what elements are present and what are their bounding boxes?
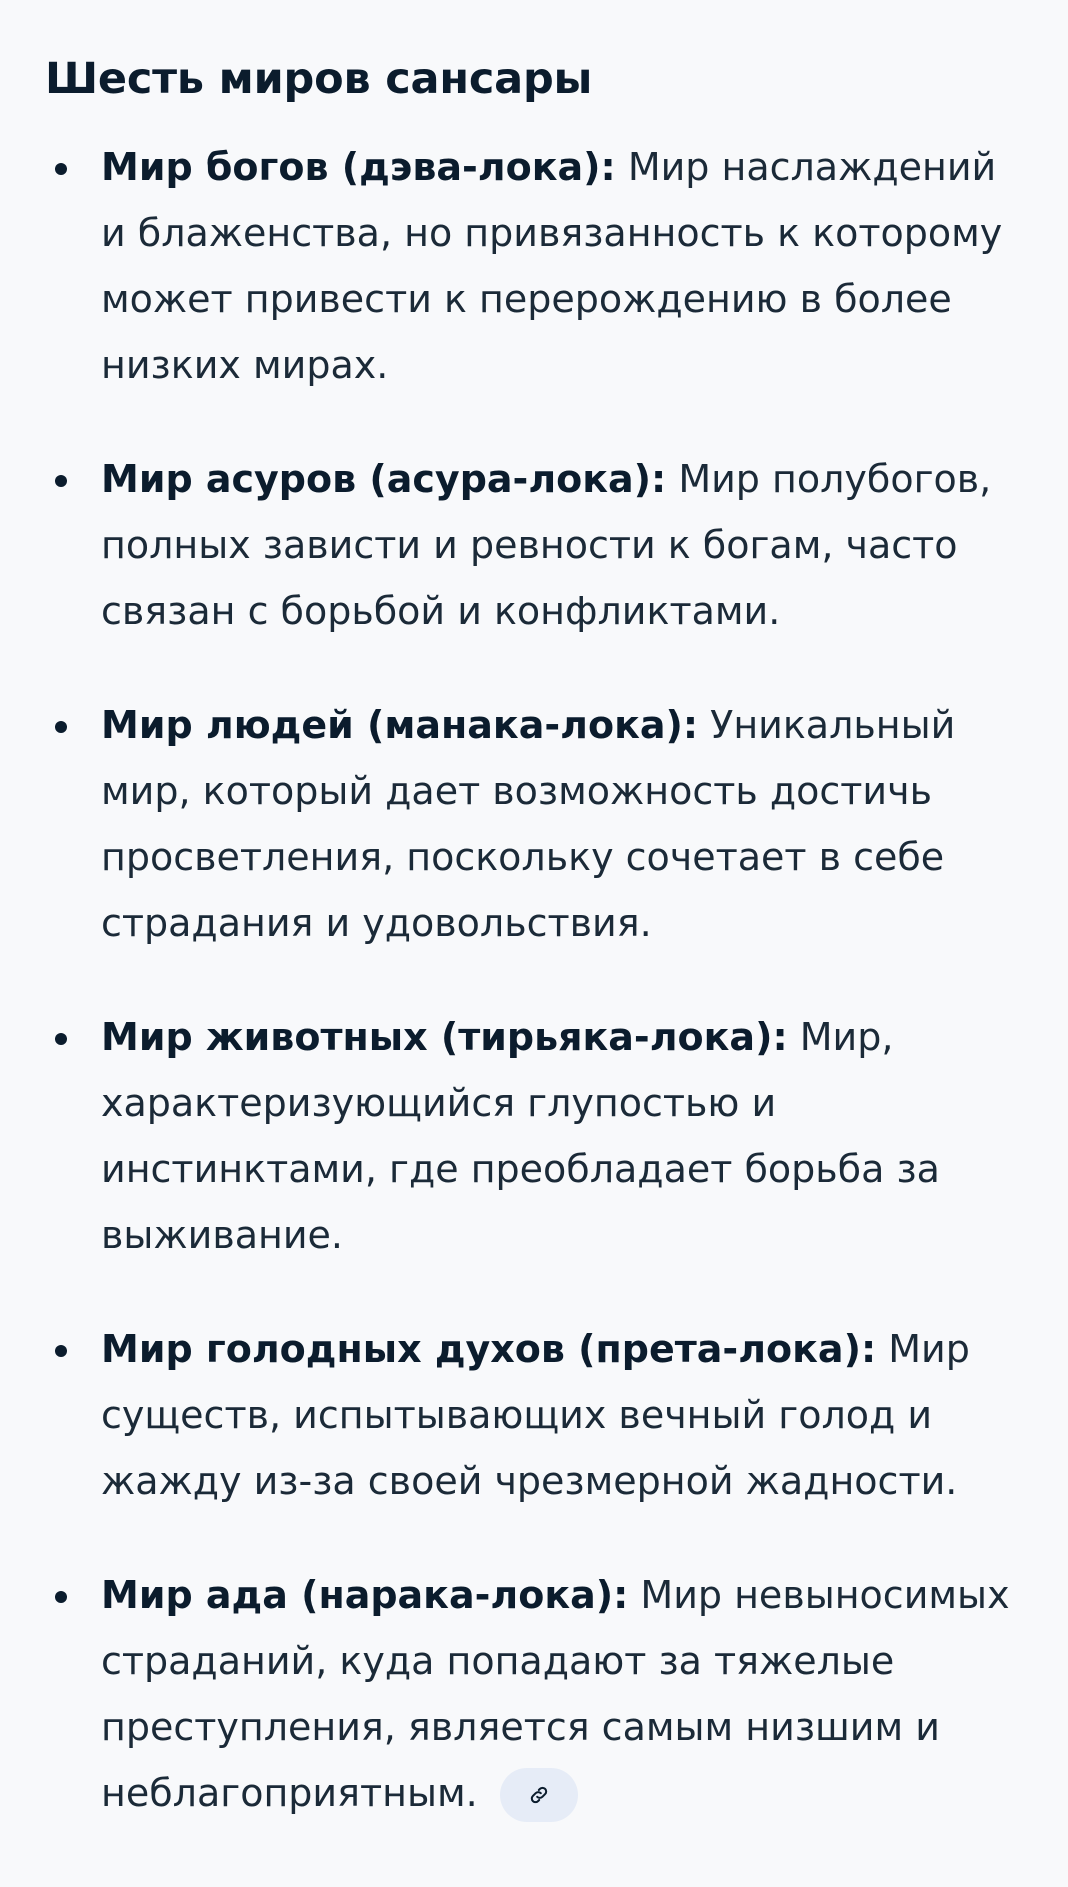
item-term: Мир людей (манака-лока):	[101, 702, 699, 747]
worlds-list	[45, 134, 1032, 1826]
item-term: Мир животных (тирьяка-лока):	[101, 1014, 788, 1059]
item-description: Мир невыносимых страданий, куда попадают за тяжелые преступления, является самым низшим и неблагоприятным.	[101, 1572, 1010, 1815]
item-description: Мир, характеризующийся глупостью и инстинктами, где преобладает борьба за выживание.	[101, 1014, 940, 1257]
list-item	[45, 1562, 1032, 1826]
list-item	[45, 692, 1032, 956]
bullet-icon	[55, 1033, 67, 1045]
item-term: Мир ада (нарака-лока):	[101, 1572, 629, 1617]
item-description: Уникальный мир, который дает возможность достичь просветления, поскольку сочетает в себе страдания и удовольствия.	[101, 702, 956, 945]
bullet-icon	[55, 163, 67, 175]
item-description: Мир полубогов, полных зависти и ревности к богам, часто связан с борьбой и конфликтами.	[101, 456, 992, 633]
item-description: Мир наслаждений и блаженства, но привязанность к которому может привести к перерождению в более низких мирах.	[101, 144, 1003, 387]
bullet-icon	[55, 721, 67, 733]
item-term: Мир богов (дэва-лока):	[101, 144, 616, 189]
source-link-button[interactable]	[500, 1768, 578, 1822]
bullet-icon	[55, 475, 67, 487]
item-term: Мир асуров (асура-лока):	[101, 456, 667, 501]
list-item	[45, 1316, 1032, 1514]
link-icon	[528, 1784, 550, 1806]
list-item	[45, 134, 1032, 398]
section-title: Шесть миров сансары	[45, 54, 593, 104]
item-term: Мир голодных духов (прета-лока):	[101, 1326, 877, 1371]
item-description: Мир существ, испытывающих вечный голод и жажду из-за своей чрезмерной жадности.	[101, 1326, 970, 1503]
bullet-icon	[55, 1345, 67, 1357]
list-item	[45, 1004, 1032, 1268]
list-item	[45, 446, 1032, 644]
bullet-icon	[55, 1591, 67, 1603]
